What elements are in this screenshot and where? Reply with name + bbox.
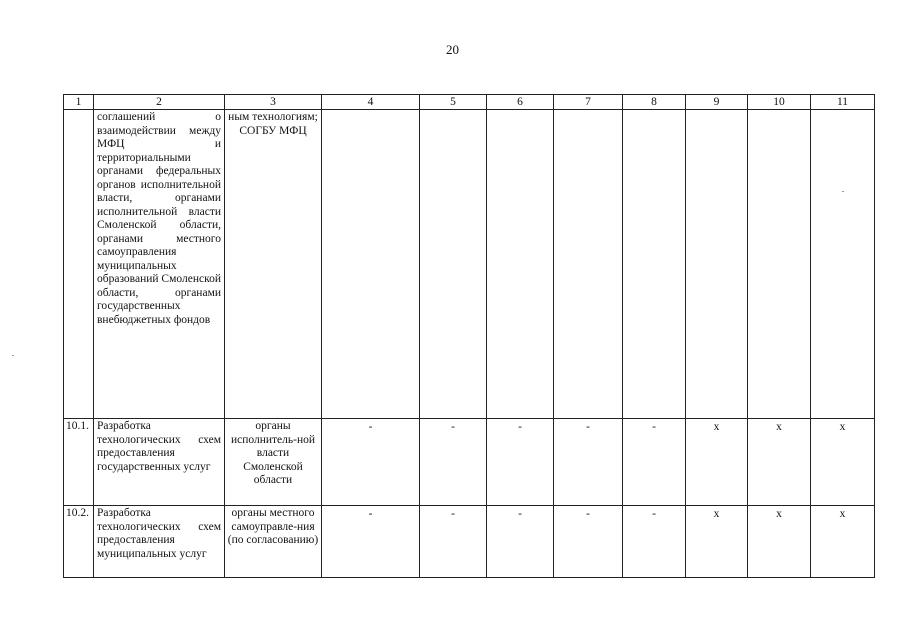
- row-value-4: -: [322, 419, 420, 506]
- scan-speck: [842, 191, 844, 192]
- row-value-7: -: [554, 506, 623, 578]
- table-row: [64, 110, 875, 419]
- row-value-8: -: [623, 506, 686, 578]
- plan-table: [63, 94, 875, 578]
- row-number: [64, 110, 94, 419]
- row-value-6: -: [487, 419, 554, 506]
- column-header-7: 7: [554, 95, 623, 110]
- row-value-8: -: [623, 419, 686, 506]
- row-value-11: х: [811, 506, 875, 578]
- column-header-3: 3: [225, 95, 322, 110]
- column-header-4: 4: [322, 95, 420, 110]
- table-row: [64, 419, 875, 506]
- table-row: [64, 506, 875, 578]
- row-value-9: х: [686, 419, 748, 506]
- row-value-6: -: [487, 506, 554, 578]
- row-value-8: [623, 110, 686, 419]
- row-value-11: [811, 110, 875, 419]
- page-number: 20: [446, 42, 459, 57]
- row-description: Разработка технологических схем предоставления государственных услуг: [94, 419, 225, 506]
- row-value-6: [487, 110, 554, 419]
- row-value-5: -: [420, 419, 487, 506]
- row-description: Разработка технологических схем предоставления муниципальных услуг: [94, 506, 225, 578]
- row-value-4: [322, 110, 420, 419]
- row-responsible: ным технологиям; СОГБУ МФЦ: [225, 110, 322, 419]
- column-header-1: 1: [64, 95, 94, 110]
- column-header-5: 5: [420, 95, 487, 110]
- row-responsible: органы местного самоуправле-ния (по согласованию): [225, 506, 322, 578]
- row-responsible: органы исполнитель-ной власти Смоленской области: [225, 419, 322, 506]
- row-value-5: [420, 110, 487, 419]
- column-header-2: 2: [94, 95, 225, 110]
- column-header-6: 6: [487, 95, 554, 110]
- row-value-9: х: [686, 506, 748, 578]
- column-header-8: 8: [623, 95, 686, 110]
- row-value-11: х: [811, 419, 875, 506]
- scan-speck: [12, 355, 14, 356]
- header-row: [64, 95, 875, 110]
- column-header-10: 10: [748, 95, 811, 110]
- row-value-4: -: [322, 506, 420, 578]
- row-value-9: [686, 110, 748, 419]
- row-number: 10.2.: [64, 506, 94, 578]
- column-header-11: 11: [811, 95, 875, 110]
- row-number: 10.1.: [64, 419, 94, 506]
- column-header-9: 9: [686, 95, 748, 110]
- row-value-7: -: [554, 419, 623, 506]
- row-value-10: [748, 110, 811, 419]
- row-value-10: х: [748, 506, 811, 578]
- row-value-7: [554, 110, 623, 419]
- row-description: соглашений о взаимодействии между МФЦ и территориальными органами федеральных органов исполнительной власти, органами исполнительной власти Смоленской области, органами местного самоуправления муниципальных образований Смоленской области, органами государственных внебюджетных фондов: [94, 110, 225, 419]
- row-value-5: -: [420, 506, 487, 578]
- row-value-10: х: [748, 419, 811, 506]
